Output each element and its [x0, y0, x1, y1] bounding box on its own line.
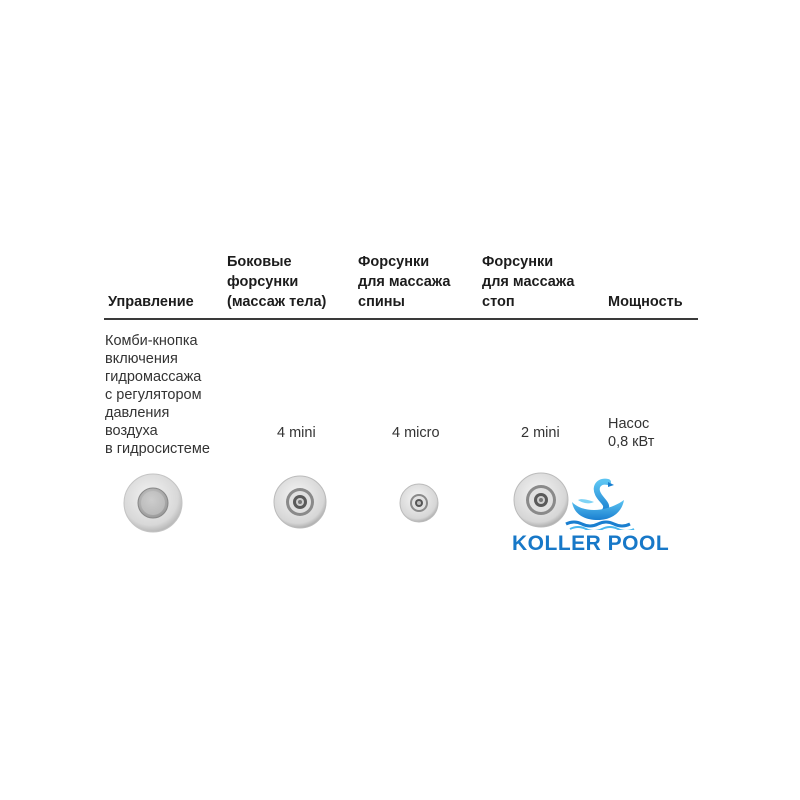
header-foot-jets: Форсунки для массажа стоп — [482, 254, 575, 310]
header-divider — [104, 318, 698, 320]
cell-back-jets: 4 micro — [392, 425, 440, 441]
logo-text: KOLLER POOL — [512, 532, 670, 555]
header-control: Управление — [108, 294, 194, 310]
mini-jet-image-side — [272, 474, 328, 530]
cell-power: Насос 0,8 кВт — [608, 416, 655, 450]
cell-foot-jets: 2 mini — [521, 425, 560, 441]
header-power: Мощность — [608, 294, 683, 310]
swan-icon — [564, 478, 636, 530]
header-side-jets: Боковые форсунки (массаж тела) — [227, 254, 327, 310]
mini-jet-image-foot — [512, 471, 570, 529]
header-back-jets: Форсунки для массажа спины — [358, 254, 451, 310]
cell-control: Комби-кнопка включения гидромассажа с регулятором давления воздуха в гидросистеме — [105, 333, 210, 457]
micro-jet-image — [398, 482, 440, 524]
combi-button-image — [122, 472, 184, 534]
cell-side-jets: 4 mini — [277, 425, 316, 441]
